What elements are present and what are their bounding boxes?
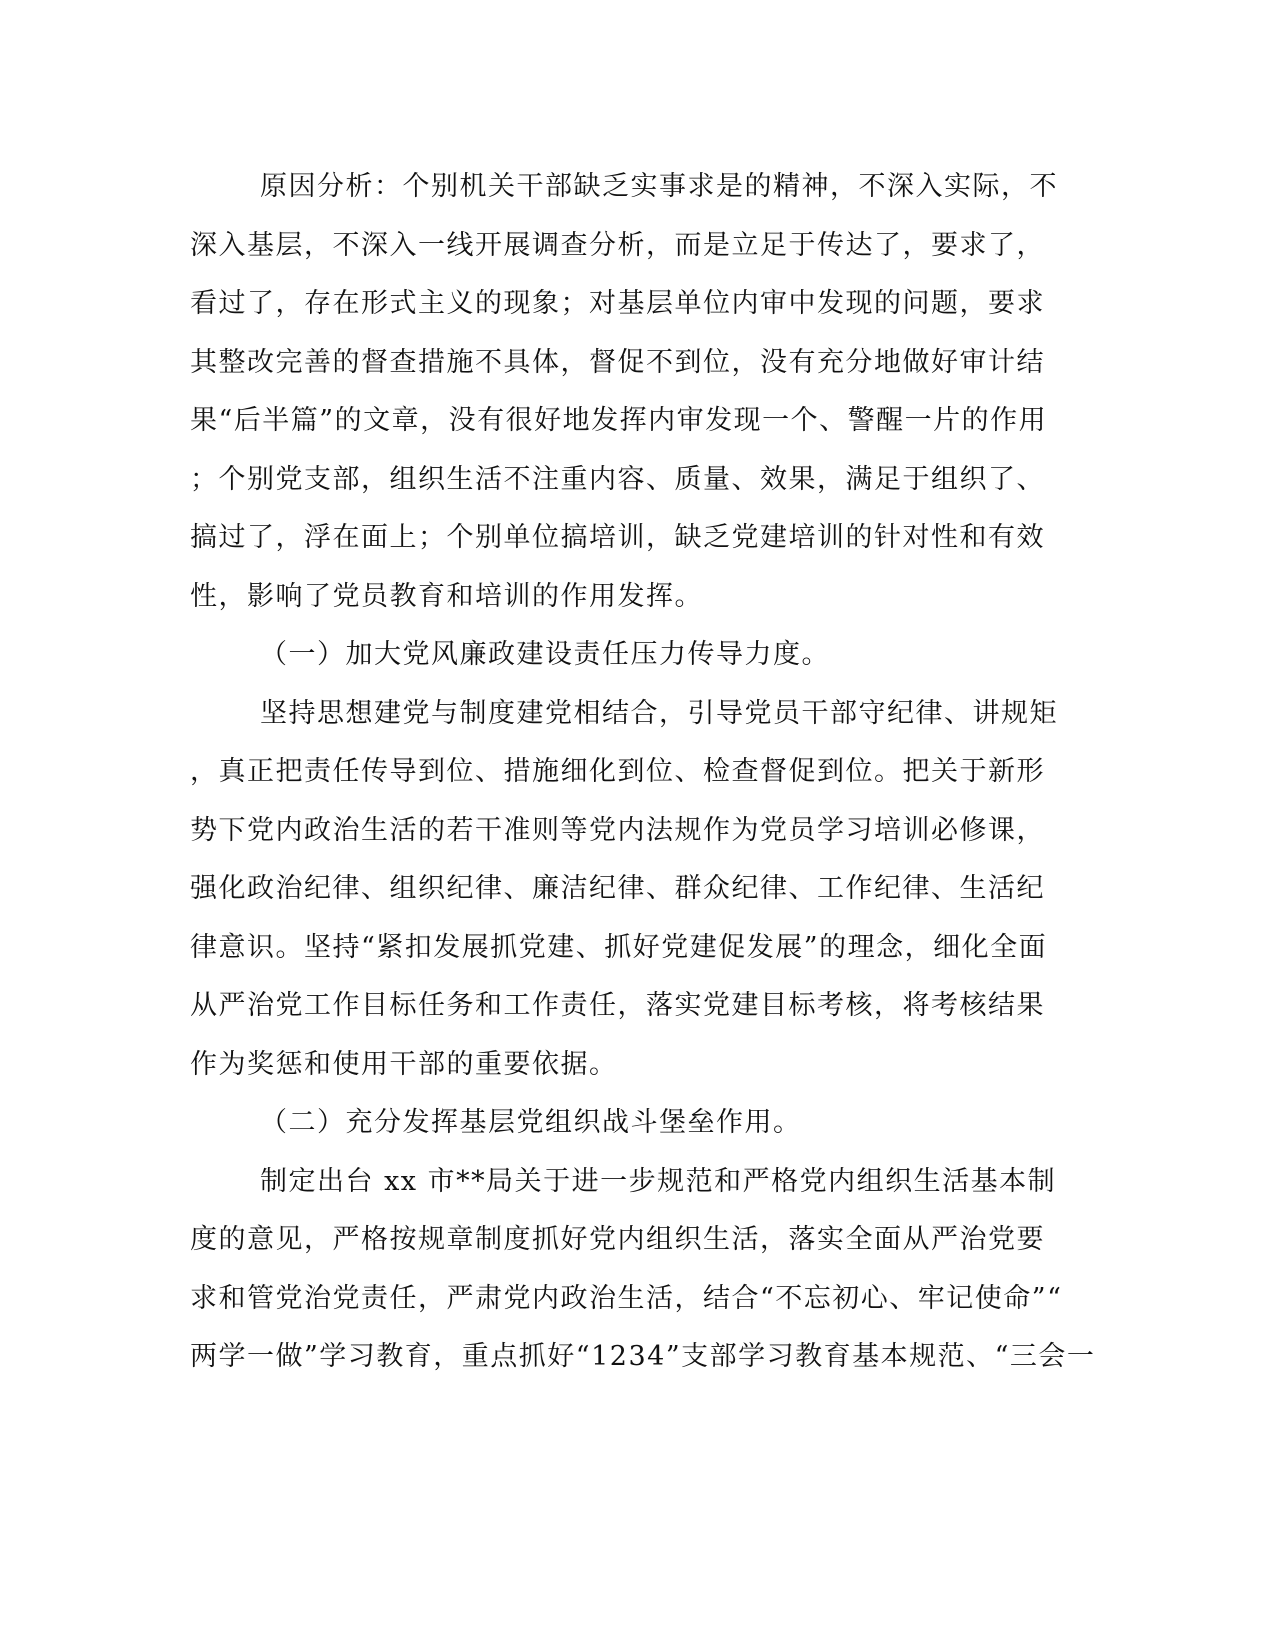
text-line: 律意识。坚持“紧扣发展抓党建、抓好党建促发展”的理念，细化全面 bbox=[190, 931, 1048, 963]
text-line: 制定出台 xx 市**局关于进一步规范和严格党内组织生活基本制 bbox=[260, 1165, 1057, 1197]
text-line: 作为奖惩和使用干部的重要依据。 bbox=[190, 1048, 618, 1080]
text-line: 果“后半篇”的文章，没有很好地发挥内审发现一个、警醒一片的作用 bbox=[190, 405, 1048, 436]
text-line: 看过了，存在形式主义的现象；对基层单位内审中发现的问题，要求 bbox=[190, 288, 1045, 319]
section-heading: （二）充分发挥基层党组织战斗堡垒作用。 bbox=[260, 1107, 802, 1138]
text-line: ，真正把责任传导到位、措施细化到位、检查督促到位。把关于新形 bbox=[190, 756, 1045, 787]
section-heading: （一）加大党风廉政建设责任压力传导力度。 bbox=[260, 639, 830, 670]
text-line: 从严治党工作目标任务和工作责任，落实党建目标考核，将考核结果 bbox=[190, 990, 1045, 1021]
text-line: 其整改完善的督查措施不具体，督促不到位，没有充分地做好审计结 bbox=[190, 346, 1045, 378]
text-line: ；个别党支部，组织生活不注重内容、质量、效果，满足于组织了、 bbox=[190, 463, 1045, 495]
document-body bbox=[190, 158, 1096, 1387]
text-line: 深入基层，不深入一线开展调查分析，而是立足于传达了，要求了， bbox=[190, 229, 1045, 261]
text-line: 求和管党治党责任，严肃党内政治生活，结合“不忘初心、牢记使命”“ bbox=[190, 1282, 1063, 1314]
text-line: 坚持思想建党与制度建党相结合，引导党员干部守纪律、讲规矩 bbox=[260, 697, 1058, 729]
text-line: 强化政治纪律、组织纪律、廉洁纪律、群众纪律、工作纪律、生活纪 bbox=[190, 873, 1045, 904]
text-line: 势下党内政治生活的若干准则等党内法规作为党员学习培训必修课， bbox=[190, 814, 1045, 846]
text-line: 搞过了，浮在面上；个别单位搞培训，缺乏党建培训的针对性和有效 bbox=[190, 522, 1045, 553]
text-line: 原因分析：个别机关干部缺乏实事求是的精神，不深入实际，不 bbox=[260, 171, 1058, 202]
text-line: 两学一做”学习教育，重点抓好“1234”支部学习教育基本规范、“三会一 bbox=[190, 1341, 1096, 1372]
text-line: 性，影响了党员教育和培训的作用发挥。 bbox=[190, 580, 703, 612]
text-line: 度的意见，严格按规章制度抓好党内组织生活，落实全面从严治党要 bbox=[190, 1224, 1045, 1255]
